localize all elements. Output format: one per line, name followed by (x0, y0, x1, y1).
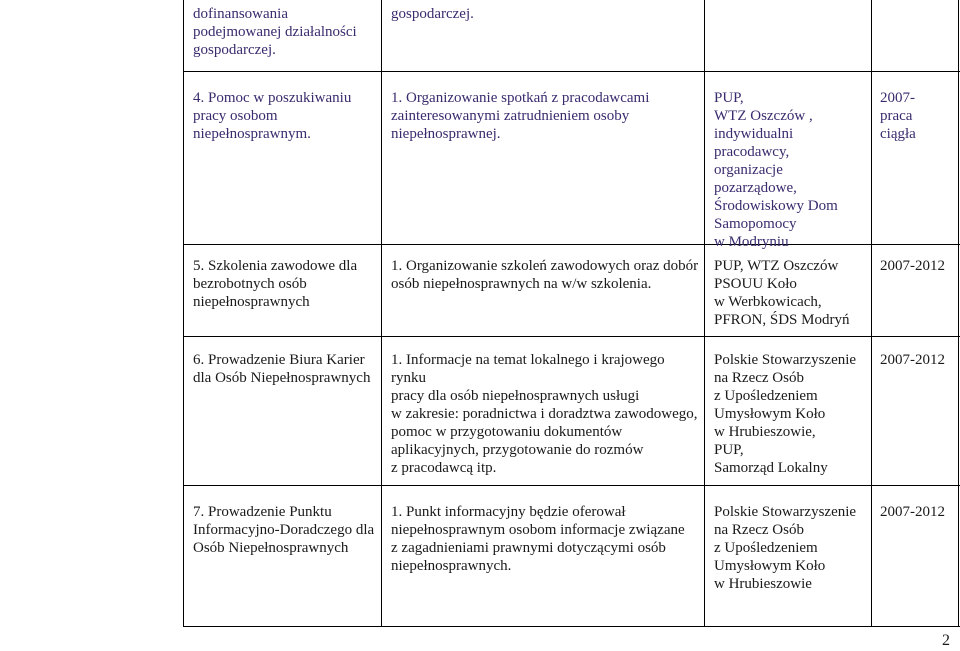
cell-action: 1. Informacje na temat lokalnego i krajowego rynku pracy dla osób niepełnosprawnych usługi w zakresie: poradnictwa i doradztwa zawodowego, pomoc w przygotowaniu dokumentów aplikacyjnych, przygotowanie do rozmów z pracodawcą itp. (391, 352, 698, 476)
cell-timeframe: 2007-2012 (880, 504, 945, 520)
column-divider (704, 0, 705, 627)
cell-task: 4. Pomoc w poszukiwaniu pracy osobom niepełnosprawnym. (193, 90, 352, 142)
cell-task: dofinansowania podejmowanej działalności gospodarczej. (193, 6, 357, 58)
cell-action: 1. Organizowanie spotkań z pracodawcami zainteresowanymi zatrudnieniem osoby niepełnosprawnej. (391, 90, 650, 142)
cell-task: 5. Szkolenia zawodowe dla bezrobotnych osób niepełnosprawnych (193, 258, 358, 310)
cell-timeframe: 2007-2012 (880, 258, 945, 274)
cell-task: 7. Prowadzenie Punktu Informacyjno-Doradczego dla Osób Niepełnosprawnych (193, 504, 375, 556)
row-divider (183, 71, 960, 72)
table-bottom-border (183, 626, 960, 627)
action-plan-table (183, 0, 960, 628)
row-divider (183, 336, 960, 337)
cell-timeframe: 2007- praca ciągła (880, 90, 916, 142)
table-right-border (958, 0, 959, 627)
cell-task: 6. Prowadzenie Biura Karier dla Osób Niepełnosprawnych (193, 352, 371, 386)
cell-action: 1. Punkt informacyjny będzie oferował niepełnosprawnym osobom informacje związane z zagadnieniami prawnymi dotyczącymi osób niepełnosprawnych. (391, 504, 685, 574)
column-divider (871, 0, 872, 627)
cell-partners: Polskie Stowarzyszenie na Rzecz Osób z Upośledzeniem Umysłowym Koło w Hrubieszowie (714, 504, 857, 592)
cell-partners: PUP, WTZ Oszczów , indywidualni pracodawcy, organizacje pozarządowe, Środowiskowy Dom Samopomocy w Modryniu (714, 90, 838, 250)
page-number: 2 (942, 632, 950, 649)
column-divider (381, 0, 382, 627)
cell-action: 1. Organizowanie szkoleń zawodowych oraz dobór osób niepełnosprawnych na w/w szkolenia. (391, 258, 699, 292)
cell-timeframe: 2007-2012 (880, 352, 945, 368)
table-left-border (183, 0, 184, 627)
cell-action: gospodarczej. (391, 6, 474, 22)
cell-partners: PUP, WTZ Oszczów PSOUU Koło w Werbkowicach, PFRON, ŚDS Modryń (714, 258, 850, 328)
row-divider (183, 485, 960, 486)
cell-partners: Polskie Stowarzyszenie na Rzecz Osób z Upośledzeniem Umysłowym Koło w Hrubieszowie, PUP, Samorząd Lokalny (714, 352, 857, 476)
